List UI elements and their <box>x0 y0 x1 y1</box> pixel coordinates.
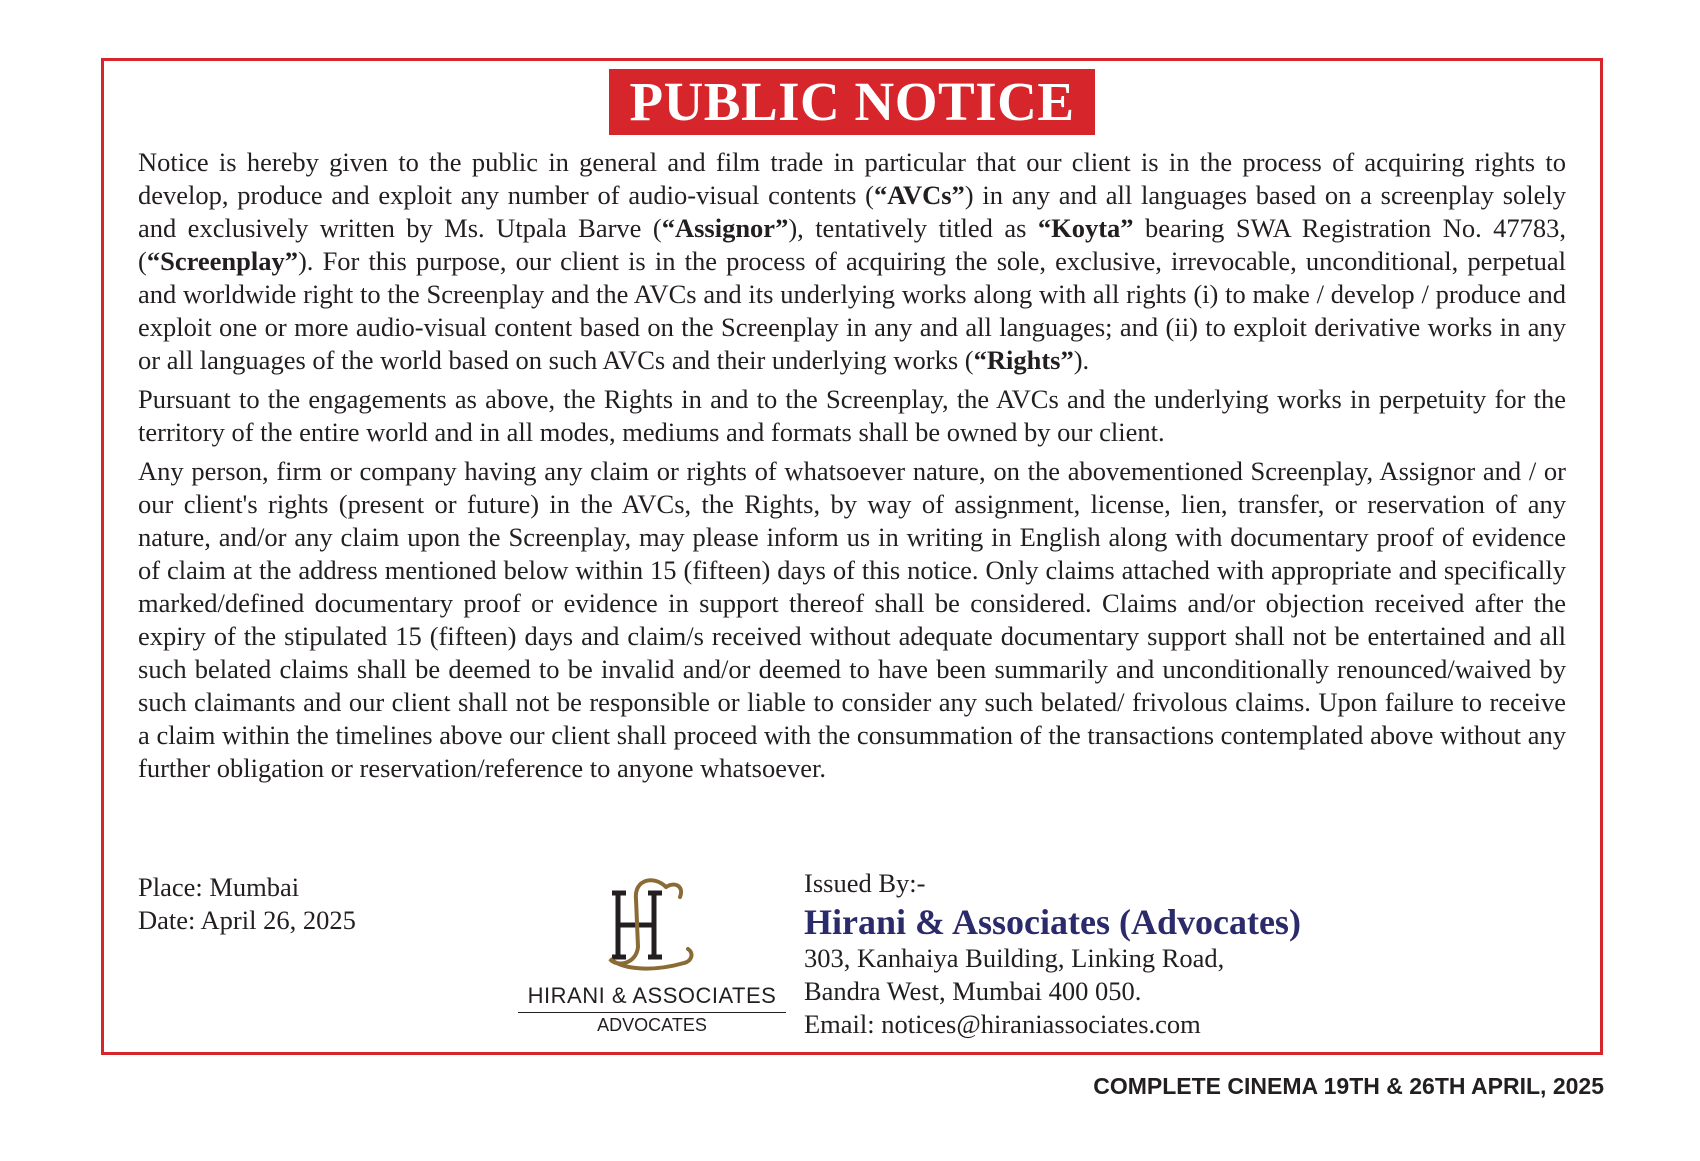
paragraph-2: Pursuant to the engagements as above, the Rights in and to the Screenplay, the AVCs and the underlying works in perpetuity for the territory of the entire world and in all modes, mediums and formats shall be owned by our client. <box>138 384 1566 447</box>
hl-monogram-logo <box>596 873 706 977</box>
issued-by-label: Issued By:- <box>804 868 926 898</box>
date-text: Date: April 26, 2025 <box>138 905 356 935</box>
publication-footer: COMPLETE CINEMA 19TH & 26TH APRIL, 2025 <box>1093 1073 1604 1099</box>
issuer-firm-name: Hirani & Associates (Advocates) <box>804 902 1301 942</box>
paragraph-3: Any person, firm or company having any claim or rights of whatsoever nature, on the abovementioned Screenplay, Assignor and / or our client's rights (present or future) in the AVCs, the Rights, by way of assignment, license, lien, transfer, or reservation of any nature, and/or any claim upon the Screenplay, may please inform us in writing in English along with documentary proof of evidence of claim at the address mentioned below within 15 (fifteen) days of this notice. Only claims attached with appropriate and specifically marked/defined documentary proof or evidence in support thereof shall be considered. Claims and/or objection received after the expiry of the stipulated 15 (fifteen) days and claim/s received without adequate documentary support shall not be entertained and all such belated claims shall be deemed to be invalid and/or deemed to have been summarily and unconditionally renounced/waived by such claimants and our client shall not be responsible or liable to consider any such belated/ frivolous claims. Upon failure to receive a claim within the timelines above our client shall proceed with the consummation of the transactions contemplated above without any further obligation or reservation/reference to anyone whatsoever. <box>138 456 1566 783</box>
defined-term-koyta: “Koyta” <box>1037 213 1134 243</box>
para1-text: ). <box>1073 345 1090 375</box>
para1-text: ). For this purpose, our client is in the process of acquiring the sole, exclusive, irrevocable, unconditional, perpetual and worldwide right to the Screenplay and the AVCs and its underlying works along with all rights (i) to make / develop / produce and exploit one or more audio-visual content based on the Screenplay in any and all languages; and (ii) to exploit derivative works in any or all languages of the world based on such AVCs and their underlying works ( <box>138 246 1566 375</box>
place-text: Place: Mumbai <box>138 872 300 902</box>
defined-term-rights: “Rights” <box>973 345 1074 375</box>
defined-term-assignor: “Assignor” <box>661 213 789 243</box>
issuer-address-line-2: Bandra West, Mumbai 400 050. <box>804 976 1142 1006</box>
notice-title: PUBLIC NOTICE <box>609 69 1094 135</box>
logo-divider <box>518 1012 786 1013</box>
para1-text: bearing SWA Registration No. 47783, ( <box>138 213 1566 276</box>
defined-term-avcs: “AVCs” <box>873 180 965 210</box>
logo-firm-name: HIRANI & ASSOCIATES <box>527 983 777 1008</box>
para1-text: Notice is hereby given to the public in general and film trade in particular that our client is in the process of acquiring rights to develop, produce and exploit any number of audio-visual contents ( <box>138 147 1566 210</box>
notice-frame <box>101 58 1603 1055</box>
para1-text: ) in any and all languages based on a screenplay solely and exclusively written by Ms. Utpala Barve ( <box>138 180 1566 243</box>
issuer-address-line-1: 303, Kanhaiya Building, Linking Road, <box>804 943 1225 973</box>
place-date-block <box>138 871 356 937</box>
paragraph-1 <box>138 146 1566 377</box>
issuer-email: Email: notices@hiraniassociates.com <box>804 1009 1201 1039</box>
notice-body <box>138 146 1566 791</box>
para1-text: ), tentatively titled as <box>788 213 1038 243</box>
issuer-block <box>804 867 1301 1041</box>
defined-term-screenplay: “Screenplay” <box>146 246 298 276</box>
firm-logo <box>516 873 788 1033</box>
logo-subtitle: ADVOCATES <box>597 1015 707 1035</box>
title-wrap <box>104 69 1600 135</box>
